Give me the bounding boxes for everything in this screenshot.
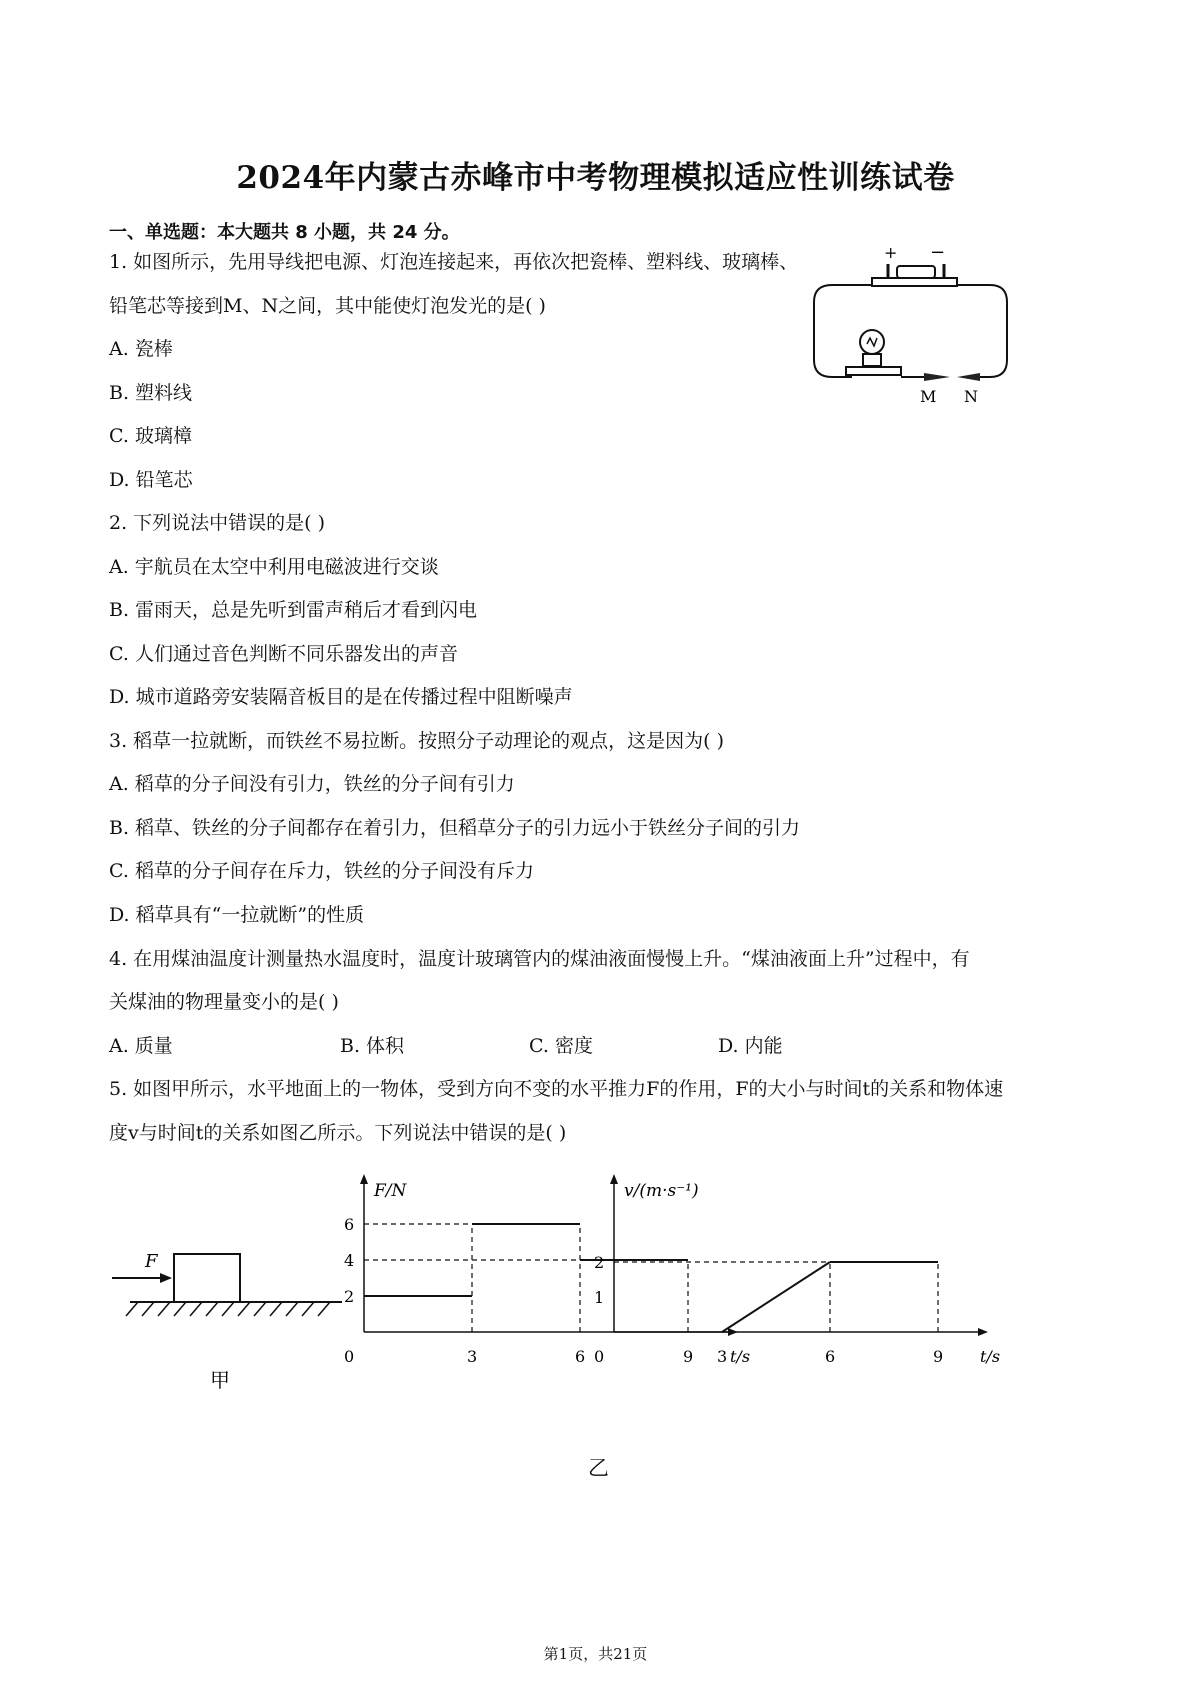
q3-option-d: D. 稻草具有“一拉就断”的性质 — [109, 904, 365, 926]
y-tick-label: 4 — [344, 1251, 355, 1270]
q1-stem-line2: 铅笔芯等接到M、N之间，其中能使灯泡发光的是( ) — [109, 295, 546, 317]
x-tick-label: 3 — [717, 1347, 728, 1366]
q2-stem: 2. 下列说法中错误的是( ) — [109, 512, 326, 534]
arrow-head-icon — [160, 1273, 172, 1283]
caption-yi: 乙 — [588, 1456, 609, 1480]
x-axis-label: t/s — [980, 1347, 1001, 1366]
y-tick-label: 2 — [594, 1253, 605, 1272]
label-m: M — [920, 387, 937, 406]
ground-hatch — [126, 1302, 330, 1316]
section-heading: 一、单选题：本大题共 8 小题，共 24 分。 — [109, 222, 460, 243]
q5-stem-line2: 度v与时间t的关系如图乙所示。下列说法中错误的是( ) — [109, 1122, 567, 1144]
x-tick-label: 6 — [825, 1347, 836, 1366]
q5-stem-line1: 5. 如图甲所示，水平地面上的一物体，受到方向不变的水平推力F的作用，F的大小与时间t的关系和物体速 — [109, 1078, 1004, 1100]
x-axis-label: t/s — [730, 1347, 751, 1366]
q1-option-b: B. 塑料线 — [109, 382, 193, 404]
q4-option-d: D. 内能 — [718, 1035, 783, 1057]
q4-option-a: A. 质量 — [109, 1035, 173, 1057]
force-label: F — [145, 1251, 158, 1272]
q1-option-c: C. 玻璃樟 — [109, 425, 192, 447]
clip-m-icon — [924, 373, 950, 381]
q2-option-c: C. 人们通过音色判断不同乐器发出的声音 — [109, 643, 458, 665]
q3-option-c: C. 稻草的分子间存在斥力，铁丝的分子间没有斥力 — [109, 860, 534, 882]
plus-sign: + — [884, 243, 898, 262]
q3-option-a: A. 稻草的分子间没有引力，铁丝的分子间有引力 — [109, 773, 515, 795]
y-tick-label: 2 — [344, 1287, 355, 1306]
clip-n-icon — [957, 373, 980, 381]
q2-option-a: A. 宇航员在太空中利用电磁波进行交谈 — [109, 556, 439, 578]
origin-label: 0 — [594, 1347, 605, 1366]
y-axis-arrow-icon — [360, 1174, 368, 1184]
label-n: N — [964, 387, 978, 406]
y-tick-label: 6 — [344, 1215, 355, 1234]
q4-option-b: B. 体积 — [340, 1035, 405, 1057]
x-tick-label: 9 — [683, 1347, 694, 1366]
q1-option-a: A. 瓷棒 — [109, 338, 173, 360]
y-axis-label: v/(m·s⁻¹) — [624, 1181, 699, 1201]
q2-option-b: B. 雷雨天，总是先听到雷声稍后才看到闪电 — [109, 599, 478, 621]
q3-option-b: B. 稻草、铁丝的分子间都存在着引力，但稻草分子的引力远小于铁丝分子间的引力 — [109, 817, 801, 839]
minus-sign: − — [930, 242, 946, 263]
velocity-segment — [722, 1262, 830, 1332]
page-footer: 第1页，共21页 — [543, 1645, 648, 1663]
caption-jia: 甲 — [210, 1368, 230, 1392]
y-tick-label: 1 — [594, 1288, 605, 1307]
q4-stem-line1: 4. 在用煤油温度计测量热水温度时，温度计玻璃管内的煤油液面慢慢上升。“煤油液面上升”过程中，有 — [109, 948, 970, 970]
page-title: 2024年内蒙古赤峰市中考物理模拟适应性训练试卷 — [236, 160, 955, 196]
y-axis-label: F/N — [374, 1181, 407, 1201]
x-tick-label: 9 — [933, 1347, 944, 1366]
q1-option-d: D. 铅笔芯 — [109, 469, 193, 491]
figure-jia — [110, 1240, 350, 1410]
q1-stem-line1: 1. 如图所示，先用导线把电源、灯泡连接起来，再依次把瓷棒、塑料线、玻璃棒、 — [109, 251, 799, 273]
x-tick-label: 6 — [575, 1347, 586, 1366]
y-axis-arrow-icon — [610, 1174, 618, 1184]
x-axis-arrow-icon — [978, 1328, 988, 1336]
block — [174, 1254, 240, 1302]
q4-stem-line2: 关煤油的物理量变小的是( ) — [109, 991, 339, 1013]
q2-option-d: D. 城市道路旁安装隔音板目的是在传播过程中阻断噪声 — [109, 686, 573, 708]
origin-label: 0 — [344, 1347, 355, 1366]
chart-velocity-time — [590, 1172, 1001, 1372]
q4-option-c: C. 密度 — [529, 1035, 593, 1057]
circuit-figure — [812, 240, 1022, 410]
q3-stem: 3. 稻草一拉就断，而铁丝不易拉断。按照分子动理论的观点，这是因为( ) — [109, 730, 725, 752]
x-tick-label: 3 — [467, 1347, 478, 1366]
